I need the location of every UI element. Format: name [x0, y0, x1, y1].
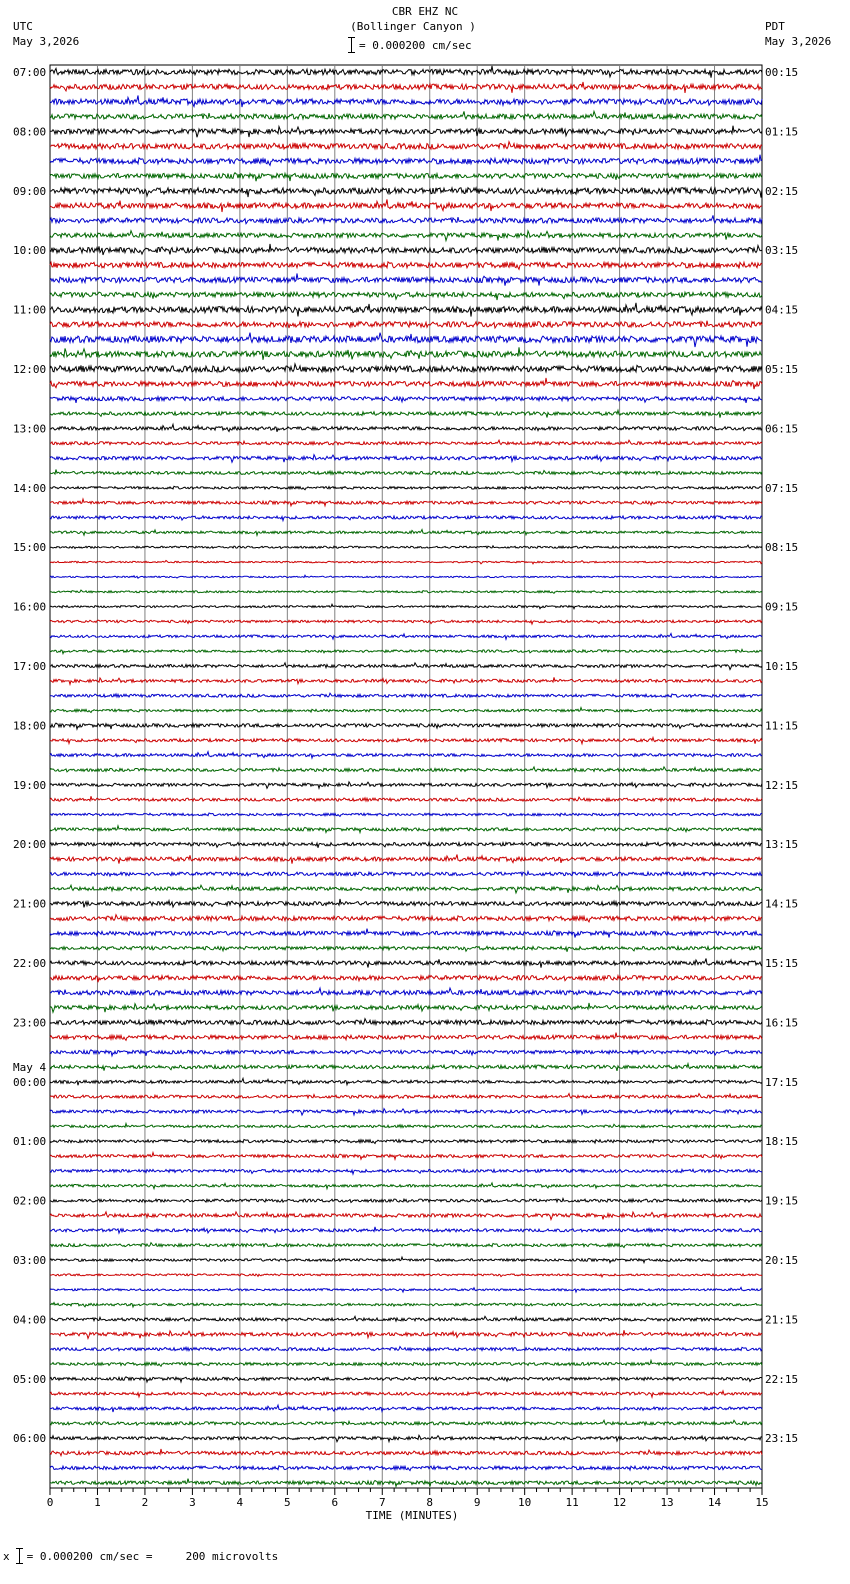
- pdt-hour-label: 02:15: [765, 184, 799, 198]
- trace-line: [50, 1360, 762, 1366]
- scale-bar-icon: [16, 1548, 23, 1564]
- trace-line: [50, 561, 762, 564]
- trace-line: [50, 1212, 762, 1220]
- trace-line: [50, 82, 762, 93]
- trace-line: [50, 1243, 762, 1248]
- utc-hour-label: 03:00: [13, 1254, 47, 1267]
- trace-line: [50, 899, 762, 907]
- trace-line: [50, 649, 762, 653]
- trace-line: [50, 111, 762, 119]
- trace-line: [50, 946, 762, 952]
- utc-hour-label: 08:00: [13, 125, 47, 139]
- x-tick-label: 4: [236, 1496, 244, 1509]
- footer-scale-label: = 0.000200 cm/sec = 200 microvolts: [26, 1550, 279, 1563]
- pdt-hour-label: 18:15: [765, 1135, 799, 1149]
- trace-line: [50, 1377, 762, 1382]
- trace-line: [50, 1109, 762, 1115]
- left-timezone: UTC: [13, 20, 33, 33]
- station-name: (Bollinger Canyon ): [350, 20, 476, 33]
- date-change-label: May 4: [13, 1060, 47, 1074]
- trace-line: [50, 1199, 762, 1203]
- pdt-hour-label: 11:15: [765, 719, 799, 733]
- x-tick-label: 6: [331, 1496, 339, 1509]
- trace-line: [50, 723, 762, 729]
- utc-hour-label: 17:00: [13, 660, 47, 673]
- utc-hour-label: 04:00: [13, 1313, 47, 1327]
- trace-line: [50, 66, 762, 78]
- trace-line: [50, 1003, 762, 1012]
- trace-line: [50, 634, 762, 640]
- trace-line: [50, 1303, 762, 1307]
- trace-line: [50, 499, 762, 506]
- utc-hour-label: 18:00: [13, 719, 47, 733]
- pdt-hour-label: 20:15: [765, 1254, 799, 1267]
- trace-line: [50, 1050, 762, 1056]
- x-axis-label: TIME (MINUTES): [365, 1509, 459, 1522]
- left-date: May 3,2026: [13, 35, 80, 48]
- x-tick-label: 11: [565, 1496, 579, 1509]
- trace-line: [50, 397, 762, 403]
- pdt-hour-label: 03:15: [765, 244, 799, 258]
- utc-hour-label: 14:00: [13, 481, 47, 495]
- x-tick-label: 8: [426, 1496, 434, 1509]
- trace-line: [50, 378, 762, 389]
- x-tick-label: 1: [94, 1496, 101, 1509]
- trace-line: [50, 347, 762, 360]
- trace-line: [50, 530, 762, 536]
- utc-hour-label: 21:00: [13, 897, 47, 911]
- trace-line: [50, 455, 762, 463]
- x-tick-label: 13: [660, 1496, 674, 1509]
- trace-line: [50, 1435, 762, 1441]
- x-tick-label: 9: [473, 1496, 481, 1509]
- utc-hour-label: 19:00: [13, 778, 47, 792]
- utc-hour-label: 20:00: [13, 838, 47, 852]
- trace-line: [50, 1466, 762, 1471]
- pdt-hour-label: 22:15: [765, 1372, 799, 1386]
- trace-line: [50, 915, 762, 922]
- trace-line: [50, 199, 762, 212]
- trace-line: [50, 1139, 762, 1143]
- x-tick-label: 10: [518, 1496, 532, 1509]
- trace-line: [50, 663, 762, 670]
- trace-line: [50, 1316, 762, 1321]
- utc-hour-label: 00:00: [13, 1075, 47, 1089]
- trace-line: [50, 516, 762, 521]
- pdt-hour-label: 13:15: [765, 838, 799, 852]
- trace-line: [50, 1420, 762, 1425]
- pdt-hour-label: 19:15: [765, 1194, 799, 1208]
- pdt-hour-label: 05:15: [765, 363, 799, 376]
- pdt-hour-label: 06:15: [765, 422, 799, 436]
- trace-line: [50, 959, 762, 968]
- trace-line: [50, 126, 762, 138]
- trace-line: [50, 155, 762, 166]
- trace-line: [50, 470, 762, 475]
- trace-line: [50, 321, 762, 328]
- trace-line: [50, 1287, 762, 1292]
- trace-line: [50, 1449, 762, 1456]
- trace-line: [50, 708, 762, 713]
- x-tick-label: 14: [707, 1496, 722, 1509]
- utc-hour-label: 11:00: [13, 303, 47, 317]
- trace-line: [50, 244, 762, 255]
- trace-line: [50, 231, 762, 241]
- trace-line: [50, 813, 762, 816]
- trace-line: [50, 976, 762, 983]
- trace-line: [50, 752, 762, 758]
- trace-line: [50, 855, 762, 864]
- x-tick-label: 0: [46, 1496, 54, 1509]
- x-tick-label: 7: [378, 1496, 386, 1509]
- trace-line: [50, 188, 762, 198]
- utc-hour-label: 09:00: [13, 184, 47, 198]
- trace-line: [50, 1183, 762, 1189]
- trace-line: [50, 1033, 762, 1041]
- trace-line: [50, 1064, 762, 1071]
- trace-line: [50, 590, 762, 593]
- trace-line: [50, 1391, 762, 1397]
- trace-line: [50, 410, 762, 417]
- utc-hour-label: 05:00: [13, 1372, 47, 1386]
- trace-line: [50, 1124, 762, 1128]
- trace-line: [50, 604, 762, 608]
- trace-line: [50, 96, 762, 108]
- pdt-hour-label: 15:15: [765, 957, 799, 970]
- chart-title: CBR EHZ NC: [391, 5, 459, 18]
- x-tick-label: 2: [141, 1496, 149, 1509]
- pdt-hour-label: 04:15: [765, 303, 799, 317]
- trace-line: [50, 545, 762, 548]
- pdt-hour-label: 07:15: [765, 481, 799, 495]
- right-date: May 3,2026: [765, 35, 832, 48]
- utc-hour-label: 02:00: [13, 1194, 47, 1208]
- trace-line: [50, 677, 762, 684]
- trace-line: [50, 842, 762, 847]
- utc-hour-label: 12:00: [13, 363, 47, 376]
- pdt-hour-label: 21:15: [765, 1313, 799, 1327]
- pdt-hour-label: 12:15: [765, 778, 799, 792]
- utc-hour-label: 13:00: [13, 422, 47, 436]
- trace-line: [50, 1078, 762, 1085]
- trace-line: [50, 333, 762, 347]
- trace-line: [50, 1405, 762, 1412]
- trace-line: [50, 1169, 762, 1174]
- trace-line: [50, 1227, 762, 1233]
- trace-line: [50, 142, 762, 149]
- x-tick-label: 12: [612, 1496, 627, 1509]
- pdt-hour-label: 09:15: [765, 600, 799, 614]
- trace-line: [50, 173, 762, 182]
- trace-line: [50, 826, 762, 833]
- pdt-hour-label: 00:15: [765, 66, 799, 79]
- trace-line: [50, 274, 762, 286]
- pdt-hour-label: 08:15: [765, 541, 799, 555]
- pdt-hour-label: 23:15: [765, 1432, 799, 1446]
- trace-line: [50, 929, 762, 938]
- x-tick-label: 5: [284, 1496, 291, 1509]
- trace-line: [50, 440, 762, 445]
- pdt-hour-label: 14:15: [765, 897, 799, 911]
- trace-line: [50, 364, 762, 372]
- utc-hour-label: 15:00: [13, 541, 47, 555]
- footer-scale: [3, 1548, 278, 1564]
- trace-line: [50, 767, 762, 772]
- trace-line: [50, 1257, 762, 1263]
- trace-line: [50, 486, 762, 489]
- trace-line: [50, 303, 762, 317]
- trace-line: [50, 872, 762, 877]
- trace-line: [50, 1347, 762, 1351]
- trace-line: [50, 1153, 762, 1160]
- trace-line: [50, 215, 762, 223]
- trace-line: [50, 988, 762, 995]
- utc-hour-label: 16:00: [13, 600, 47, 614]
- pdt-hour-label: 10:15: [765, 660, 799, 673]
- pdt-hour-label: 17:15: [765, 1075, 799, 1089]
- trace-line: [50, 693, 762, 697]
- scale-label: = 0.000200 cm/sec: [359, 39, 472, 52]
- trace-line: [50, 796, 762, 801]
- utc-hour-label: 06:00: [13, 1432, 47, 1446]
- utc-hour-label: 10:00: [13, 244, 47, 258]
- utc-hour-label: 01:00: [13, 1135, 47, 1149]
- footer-scale-marker: x: [3, 1550, 10, 1563]
- x-tick-label: 15: [755, 1496, 769, 1509]
- utc-hour-label: 23:00: [13, 1016, 47, 1030]
- trace-line: [50, 782, 762, 788]
- trace-line: [50, 1330, 762, 1338]
- trace-line: [50, 885, 762, 893]
- trace-line: [50, 292, 762, 300]
- utc-hour-label: 07:00: [13, 66, 47, 79]
- trace-line: [50, 1019, 762, 1025]
- trace-line: [50, 262, 762, 270]
- right-timezone: PDT: [765, 20, 785, 33]
- x-tick-label: 3: [189, 1496, 196, 1509]
- trace-line: [50, 1274, 762, 1277]
- pdt-hour-label: 01:15: [765, 125, 799, 139]
- utc-hour-label: 22:00: [13, 957, 47, 970]
- trace-line: [50, 1479, 762, 1487]
- trace-line: [50, 1094, 762, 1099]
- trace-line: [50, 738, 762, 744]
- trace-line: [50, 575, 762, 578]
- trace-line: [50, 424, 762, 431]
- pdt-hour-label: 16:15: [765, 1016, 799, 1030]
- trace-line: [50, 620, 762, 624]
